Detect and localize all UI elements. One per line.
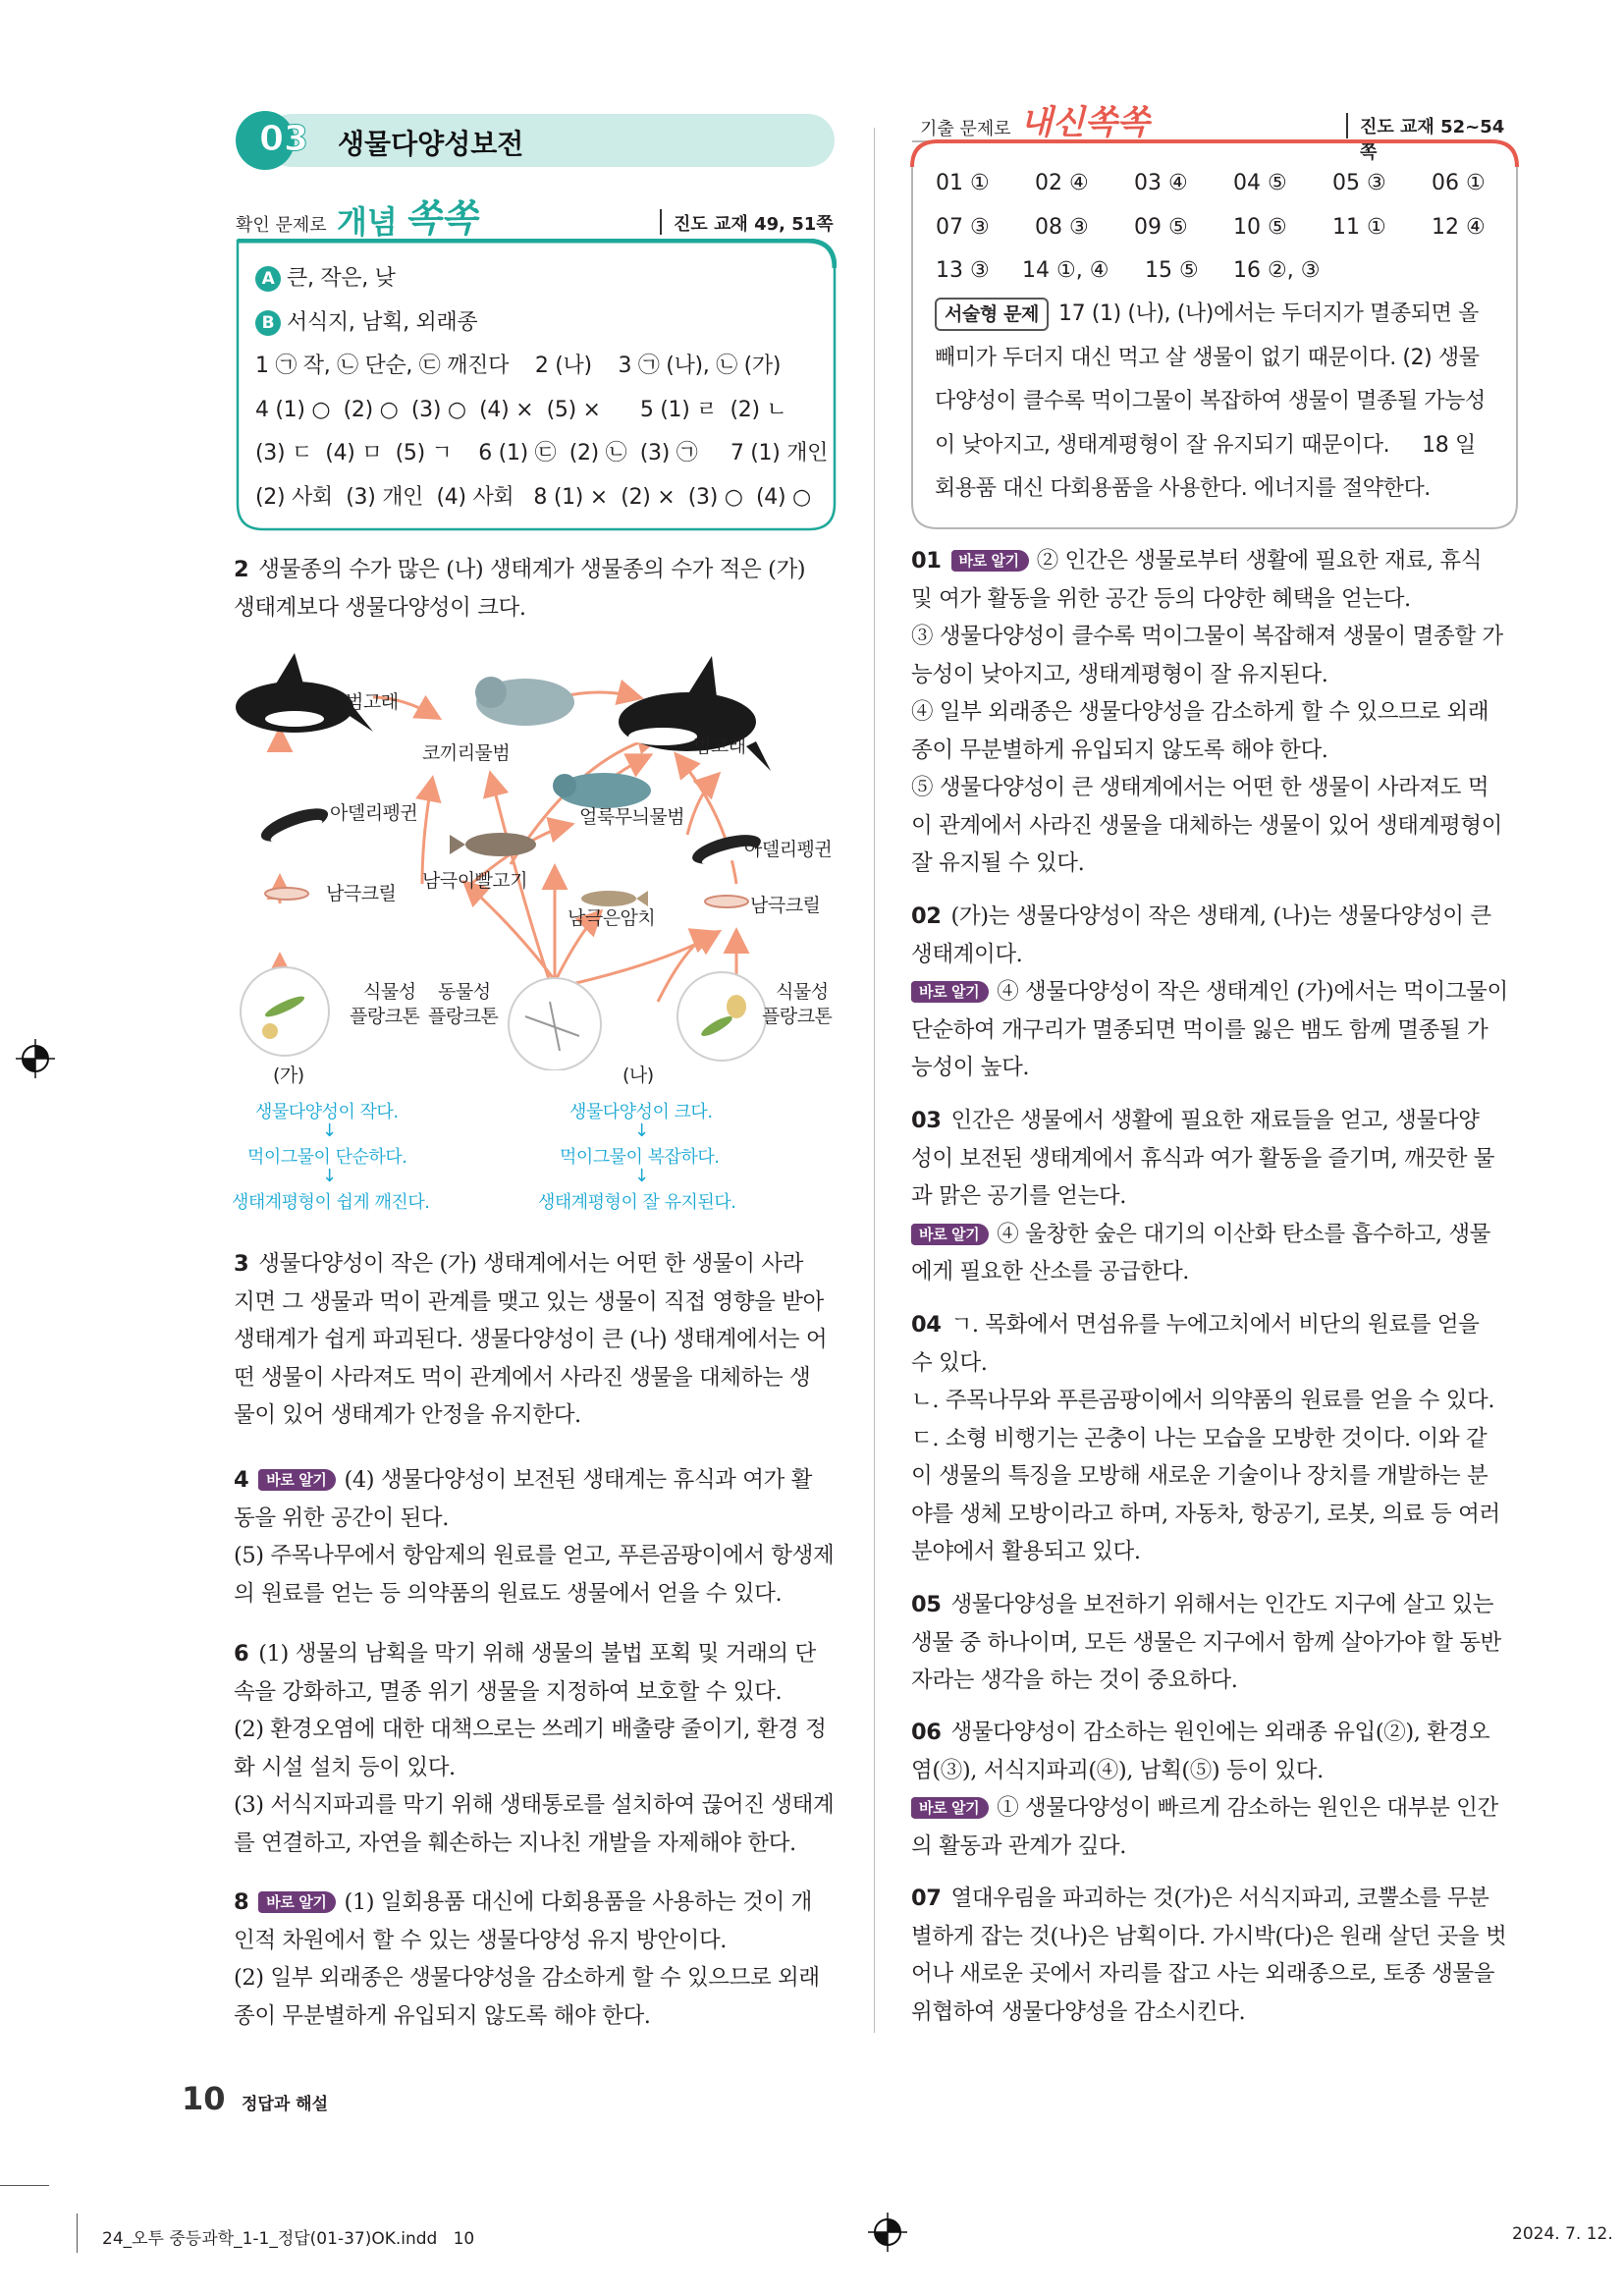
brand-label-2: 쏙쏙 bbox=[405, 196, 477, 240]
registration-mark-icon bbox=[868, 2213, 907, 2252]
answer-line: 4 (1) ○ (2) ○ (3) ○ (4) × (5) × 5 (1) ㄹ (2) ㄴ bbox=[255, 397, 787, 422]
correction-tag: 바로 알기 bbox=[911, 1797, 989, 1819]
registration-mark-icon bbox=[16, 1039, 55, 1078]
footer-label: 정답과 해설 bbox=[242, 2095, 329, 2114]
brand-label: 내신쏙쏙 bbox=[1020, 103, 1150, 142]
down-arrow-icon: ↓ bbox=[634, 1166, 650, 1186]
answer-line: B 서식지, 남획, 외래종 bbox=[255, 301, 828, 346]
explanation-04: 04 ㄱ. 목화에서 면섬유를 누에고치에서 비단의 원료를 얻을 수 있다. ㄴ. 주목나무와 푸른곰팡이에서 의약품의 원료를 얻을 수 있다. ㄷ. 소형 비행기는 곤충이 나는 모습을 모방한 것이다. 이와 같 이 생물의 특징을 모방해 새로운 기술이나 장치를 개발하는 분 야를 생체 모방이라고 하며, 자동차, 항공기, 로봇, 의료 등 여러 분야에서 활용되고 있다. bbox=[911, 1312, 1500, 1564]
explanation-07: 07 열대우림을 파괴하는 것(가)은 서식지파괴, 코뿔소를 무분 별하게 잡는 것(나)은 남획이다. 가시박(다)은 원래 살던 곳을 벗 어나 새로운 곳에서 자리를 잡고 사는 외래종으로, 토종 생물을 위협하여 생물다양성을 감소시킨다. bbox=[911, 1886, 1507, 2025]
concept-header: 확인 문제로 개념 쏙쏙 진도 교재 49, 51쪽 bbox=[236, 191, 837, 241]
down-arrow-icon: ↓ bbox=[322, 1121, 338, 1141]
down-arrow-icon: ↓ bbox=[322, 1166, 338, 1186]
essay-tag: 서술형 문제 bbox=[935, 298, 1049, 331]
toothfish-icon bbox=[450, 833, 536, 856]
explanation-05: 05 생물다양성을 보전하기 위해서는 인간도 지구에 살고 있는 생물 중 하나이며, 모든 생물은 지구에서 함께 살아가야 할 동반 자라는 생각을 하는 것이 중요하다. bbox=[911, 1592, 1501, 1693]
explanation-4: 4 바로 알기 (4) 생물다양성이 보전된 생태계는 휴식과 여가 활 동을 위한 공간이 된다. (5) 주목나무에서 항암제의 원료를 얻고, 푸른곰팡이에서 항생제 의 원료를 얻는 등 의약품의 원료도 생물에서 얻을 수 있다. bbox=[234, 1467, 835, 1607]
penguin-icon bbox=[257, 801, 332, 847]
answer-line: (3) ㄷ (4) ㅁ (5) ㄱ 6 (1) ㉢ (2) ㉡ (3) ㉠ 7 (1) 개인 bbox=[255, 441, 829, 465]
plankton-circle bbox=[241, 967, 329, 1056]
section-number: 03 bbox=[258, 119, 309, 159]
food-web-diagram: 범고래 코끼리물범 범고래 얼룩무늬물범 아델리펭귄 아델리펭귄 남극이빨고기 남극크릴 남극은암치 남극크릴 식물성 플랑크톤 동물성 플랑크톤 식물성 플랑크톤 (가) 생물다양성이 작다. ↓ 먹이그물이 단순하다. ↓ 생태계평형이 쉽게 깨진다. (나) 생물다양성이 크다. ↓ 먹이그물이 복잡하다. ↓ 생태계평형이 잘 유지된다. bbox=[226, 638, 854, 1247]
correction-tag: 바로 알기 bbox=[911, 1224, 989, 1245]
explanation-03: 03 인간은 생물에서 생활에 필요한 재료들을 얻고, 생물다양 성이 보전된 생태계에서 휴식과 여가 활동을 즐기며, 깨끗한 물 과 맑은 공기를 얻는다. 바로 알기 ④ 울창한 숲은 대기의 이산화 탄소를 흡수하고, 생물 에게 필요한 산소를 공급한다. bbox=[911, 1108, 1495, 1285]
textbook-ref: 진도 교재 49, 51쪽 bbox=[674, 214, 834, 235]
correction-tag: 바로 알기 bbox=[911, 981, 989, 1003]
answer-line: A 큰, 작은, 낮 bbox=[255, 257, 828, 301]
print-file-name: 24_오투 중등과학_1-1_정답(01-37)OK.indd 10 bbox=[102, 2229, 475, 2249]
ecosystem-ga-label: (가) bbox=[273, 1065, 304, 1086]
explanation-8: 8 바로 알기 (1) 일회용품 대신에 다회용품을 사용하는 것이 개 인적 차원에서 할 수 있는 생물다양성 유지 방안이다. (2) 일부 외래종은 생물다양성을 감소하게 할 수 있으므로 외래 종이 무분별하게 유입되지 않도록 해야 한다. bbox=[234, 1889, 820, 2029]
correction-tag: 바로 알기 bbox=[258, 1469, 336, 1491]
textbook-ref: 진도 교재 52~54쪽 bbox=[1360, 117, 1505, 163]
explanation-2: 2 생물종의 수가 많은 (나) 생태계가 생물종의 수가 적은 (가) 생태계보다 생물다양성이 크다. bbox=[234, 557, 806, 621]
essay-answers: 서술형 문제 17 (1) (나), (나)에서는 두더지가 멸종되면 올 빼미가 두더지 대신 먹고 살 생물이 없기 때문이다. (2) 생물 다양성이 클수록 먹이그물이 복잡하여 생물이 멸종될 가능성 이 낮아지고, 생태계평형이 잘 유지되기 때문이다. 18 일 회용품 대신 다회용품을 사용한다. 에너지를 절약한다. bbox=[935, 293, 1486, 512]
page-number: 10 bbox=[182, 2080, 226, 2117]
correction-tag: 바로 알기 bbox=[951, 550, 1029, 572]
plankton-circle bbox=[509, 978, 601, 1070]
correction-tag: 바로 알기 bbox=[258, 1891, 336, 1913]
answer-row: 07 ③ 08 ③ 09 ⑤ 10 ⑤ 11 ① 12 ④ bbox=[936, 214, 1486, 240]
answer-line: (2) 사회 (3) 개인 (4) 사회 8 (1) × (2) × (3) ○ (4) ○ bbox=[255, 484, 811, 510]
explanation-06: 06 생물다양성이 감소하는 원인에는 외래종 유입(②), 환경오 염(③), 서식지파괴(④), 남획(⑤) 등이 있다. 바로 알기 ① 생물다양성이 빠르게 감소하는 원인은 대부분 인간 의 활동과 관계가 깊다. bbox=[911, 1720, 1498, 1859]
crop-mark bbox=[0, 2185, 49, 2186]
plankton-circle bbox=[677, 972, 766, 1061]
badge-a-icon: A bbox=[255, 266, 281, 292]
print-date: 2024. 7. 12. bbox=[1512, 2224, 1613, 2244]
explanation-01: 01 바로 알기 ② 인간은 생물로부터 생활에 필요한 재료, 휴식 및 여가 활동을 위한 공간 등의 다양한 혜택을 얻는다. ③ 생물다양성이 클수록 먹이그물이 복잡해져 생물이 멸종할 가 능성이 낮아지고, 생태계평형이 잘 유지된다. ④ 일부 외래종은 생물다양성을 감소하게 할 수 있으므로 외래 종이 무분별하게 유입되지 않도록 해야 한다. ⑤ 생물다양성이 큰 생태계에서는 어떤 한 생물이 사라져도 먹 이 관계에서 사라진 생물을 대체하는 생물이 있어 생태계평형이 잘 유지될 수 있다. bbox=[911, 548, 1503, 876]
down-arrow-icon: ↓ bbox=[634, 1121, 650, 1141]
answer-row: 13 ③ 14 ①, ④ 15 ⑤ 16 ②, ③ bbox=[936, 258, 1321, 283]
column-divider bbox=[874, 128, 875, 2033]
answer-row: 01 ① 02 ④ 03 ④ 04 ⑤ 05 ③ 06 ① bbox=[936, 171, 1486, 195]
brand-label: 개념 bbox=[337, 203, 398, 241]
exam-answers bbox=[936, 162, 1510, 294]
section-title: 생물다양성보전 bbox=[338, 128, 524, 160]
explanation-3: 3 생물다양성이 작은 (가) 생태계에서는 어떤 한 생물이 사라 지면 그 생물과 먹이 관계를 맺고 있는 생물이 직접 영향을 받아 생태계가 쉽게 파괴된다. 생물다양성이 큰 (나) 생태계에서는 어 떤 생물이 사라져도 먹이 관계에서 사라진 생물을 대체하는 생 물이 있어 생태계가 안정을 유지한다. bbox=[234, 1251, 828, 1428]
explanation-02: 02 (가)는 생물다양성이 작은 생태계, (나)는 생물다양성이 큰 생태계이다. 바로 알기 ④ 생물다양성이 작은 생태계인 (가)에서는 먹이그물이 단순하여 개구리가 멸종되면 먹이를 잃은 뱀도 함께 멸종될 가 능성이 높다. bbox=[911, 903, 1508, 1080]
exam-header: 기출 문제로 내신쏙쏙 진도 교재 52~54쪽 bbox=[910, 93, 1519, 147]
concept-answers bbox=[255, 257, 828, 519]
answer-line: 1 ㉠ 작, ㉡ 단순, ㉢ 깨진다 2 (나) 3 ㉠ (나), ㉡ (가) bbox=[255, 354, 782, 378]
explanation-6: 6 (1) 생물의 남획을 막기 위해 생물의 불법 포획 및 거래의 단 속을 강화하고, 멸종 위기 생물을 지정하여 보호할 수 있다. (2) 환경오염에 대한 대책으로는 쓰레기 배출량 줄이기, 환경 정 화 시설 설치 등이 있다. (3) 서식지파괴를 막기 위해 생태통로를 설치하여 끊어진 생태계 를 연결하고, 자연을 훼손하는 지나친 개발을 자제해야 한다. bbox=[234, 1641, 835, 1856]
badge-b-icon: B bbox=[255, 310, 281, 336]
ecosystem-na-label: (나) bbox=[622, 1065, 654, 1086]
elephant-seal-icon bbox=[475, 677, 574, 726]
section-header bbox=[236, 111, 835, 170]
crop-mark bbox=[77, 2214, 78, 2253]
